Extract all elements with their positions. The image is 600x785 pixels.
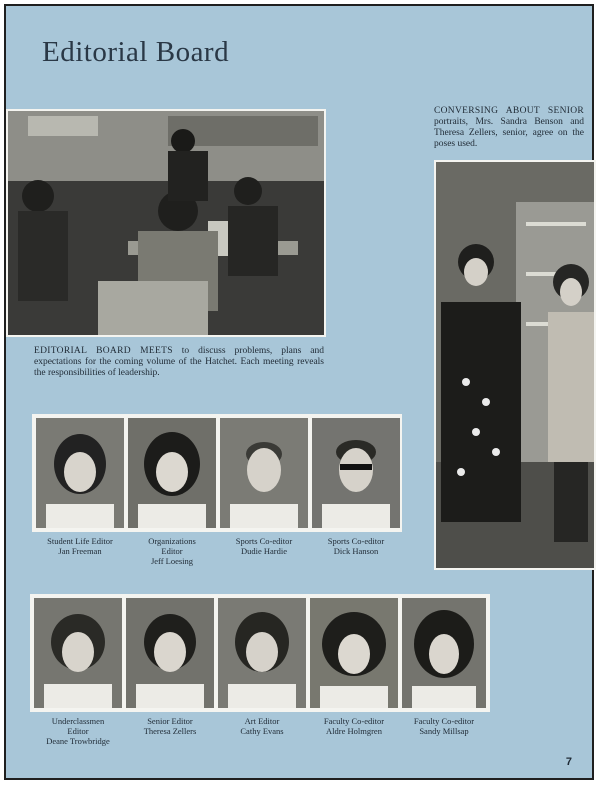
conversation-caption bbox=[434, 106, 584, 150]
portrait-dick-hanson bbox=[312, 418, 400, 528]
role-text: Art Editor bbox=[244, 716, 280, 726]
name-text: Sandy Millsap bbox=[419, 726, 469, 736]
name-text: Theresa Zellers bbox=[143, 726, 197, 736]
name-text: Jan Freeman bbox=[58, 546, 102, 556]
portrait-sandy-millsap bbox=[402, 598, 486, 708]
role-text: Faculty Co-editor bbox=[413, 716, 475, 726]
name-text: Cathy Evans bbox=[240, 726, 284, 736]
portrait-cathy-evans bbox=[218, 598, 306, 708]
label-row1-3 bbox=[218, 536, 310, 556]
label-row1-4 bbox=[310, 536, 402, 556]
portrait-theresa-zellers bbox=[126, 598, 214, 708]
role-text: Student Life Editor bbox=[47, 536, 113, 546]
classroom-caption-lead: EDITORIAL BOARD MEETS bbox=[34, 346, 173, 356]
portrait-jeff-loesing bbox=[128, 418, 216, 528]
name-text: Deane Trowbridge bbox=[46, 736, 110, 746]
yearbook-page bbox=[4, 4, 594, 780]
label-row2-1 bbox=[32, 716, 124, 746]
page-title: Editorial Board bbox=[42, 36, 230, 68]
conversation-caption-body: portraits, Mrs. Sandra Benson and Theresa Zellers, senior, agree on the poses used. bbox=[434, 117, 584, 149]
conversation-caption-lead: CONVERSING ABOUT SENIOR bbox=[434, 106, 584, 116]
label-row1-1 bbox=[34, 536, 126, 556]
portrait-jan-freeman bbox=[36, 418, 124, 528]
portrait-dudie-hardie bbox=[220, 418, 308, 528]
portrait-aldre-holmgren bbox=[310, 598, 398, 708]
name-text: Aldre Holmgren bbox=[326, 726, 382, 736]
conversation-photo bbox=[434, 160, 596, 570]
classroom-caption bbox=[34, 346, 324, 379]
role-text: Organizations Editor bbox=[148, 536, 196, 556]
page-number: 7 bbox=[565, 756, 572, 768]
name-text: Jeff Loesing bbox=[150, 556, 194, 566]
role-text: Underclassmen Editor bbox=[51, 716, 105, 736]
label-row2-4 bbox=[308, 716, 400, 736]
label-row2-3 bbox=[216, 716, 308, 736]
role-text: Senior Editor bbox=[147, 716, 193, 726]
portrait-deane-trowbridge bbox=[34, 598, 122, 708]
classroom-photo bbox=[6, 109, 326, 337]
label-row2-2 bbox=[124, 716, 216, 736]
name-text: Dudie Hardie bbox=[240, 546, 288, 556]
label-row2-5 bbox=[398, 716, 490, 736]
label-row1-2 bbox=[126, 536, 218, 566]
role-text: Faculty Co-editor bbox=[323, 716, 385, 726]
role-text: Sports Co-editor bbox=[327, 536, 385, 546]
role-text: Sports Co-editor bbox=[235, 536, 293, 546]
classroom-caption-body: to discuss problems, plans and expectations for the coming volume of the Hatchet. Each meeting reveals the responsibilities of leadership. bbox=[34, 346, 324, 378]
name-text: Dick Hanson bbox=[333, 546, 379, 556]
